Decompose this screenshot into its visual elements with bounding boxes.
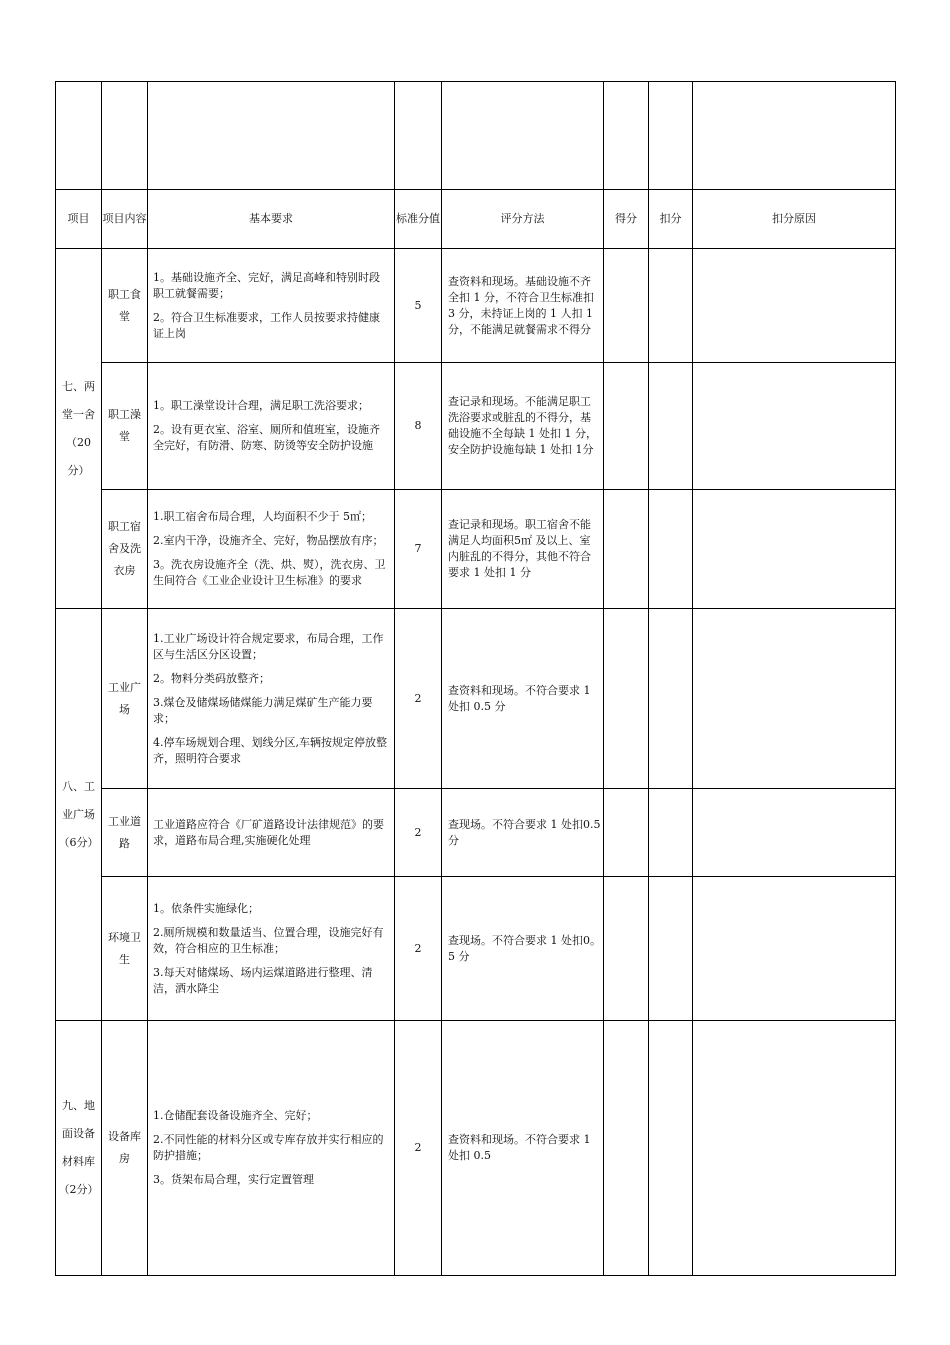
requirement-line: 1.仓储配套设备设施齐全、完好； (153, 1109, 318, 1122)
reason-cell[interactable] (693, 249, 896, 363)
reason-cell[interactable] (693, 877, 896, 1021)
score-cell[interactable] (604, 609, 649, 789)
section-title: 九、地面设备材料库（2分） (56, 1021, 102, 1276)
row-requirements (148, 490, 395, 609)
deduct-cell[interactable] (649, 877, 693, 1021)
requirement-line: 2.不同性能的材料分区或专库存放并实行相应的防护措施； (153, 1133, 384, 1162)
row-requirements (148, 609, 395, 789)
row-method: 查记录和现场。不能满足职工洗浴要求或脏乱的不得分，基础设施不全每缺 1 处扣 1 分，安全防护设施每缺 1 处扣 1分 (442, 363, 604, 490)
table-row (56, 609, 896, 789)
reason-cell[interactable] (693, 363, 896, 490)
reason-cell[interactable] (693, 609, 896, 789)
row-method: 查现场。不符合要求 1 处扣0.5 分 (442, 789, 604, 877)
row-method: 查资料和现场。不符合要求 1处扣 0.5 分 (442, 609, 604, 789)
row-requirements (148, 363, 395, 490)
row-method: 查资料和现场。不符合要求 1处扣 0.5 (442, 1021, 604, 1276)
table-row (56, 363, 896, 490)
row-standard: 2 (395, 1021, 442, 1276)
row-content: 环境卫生 (102, 877, 148, 1021)
header-method: 评分方法 (442, 190, 604, 249)
row-standard: 8 (395, 363, 442, 490)
row-content: 工业道路 (102, 789, 148, 877)
requirement-line: 2。符合卫生标准要求，工作人员按要求持健康证上岗 (153, 310, 380, 340)
blank-cell (395, 82, 442, 190)
table-row (56, 877, 896, 1021)
deduct-cell[interactable] (649, 1021, 693, 1276)
requirement-line: 2。设有更衣室、浴室、厕所和值班室，设施齐全完好，有防滑、防寒、防烫等安全防护设施 (153, 423, 380, 452)
table-row (56, 789, 896, 877)
row-requirements (148, 877, 395, 1021)
blank-cell (442, 82, 604, 190)
table-row (56, 490, 896, 609)
deduct-cell[interactable] (649, 609, 693, 789)
table-row (56, 1021, 896, 1276)
row-content: 职工宿舍及洗衣房 (102, 490, 148, 609)
reason-cell[interactable] (693, 1021, 896, 1276)
blank-cell (102, 82, 148, 190)
row-standard: 2 (395, 789, 442, 877)
row-standard: 2 (395, 609, 442, 789)
requirement-line: 1。基础设施齐全、完好，满足高峰和特别时段职工就餐需要； (153, 270, 380, 300)
blank-cell (604, 82, 649, 190)
row-content: 工业广场 (102, 609, 148, 789)
requirement-line: 工业道路应符合《厂矿道路设计法律规范》的要求，道路布局合理,实施硬化处理 (153, 817, 384, 847)
header-content: 项目内容 (102, 190, 148, 249)
header-score: 得分 (604, 190, 649, 249)
header-deduct: 扣分 (649, 190, 693, 249)
row-content: 职工澡堂 (102, 363, 148, 490)
scoring-table (55, 81, 896, 1276)
blank-cell (649, 82, 693, 190)
row-method: 查记录和现场。职工宿舍不能满足人均面积5㎡ 及以上、室内脏乱的不得分，其他不符合要求 1 处扣 1 分 (442, 490, 604, 609)
row-requirements (148, 249, 395, 363)
score-cell[interactable] (604, 789, 649, 877)
score-cell[interactable] (604, 1021, 649, 1276)
row-standard: 2 (395, 877, 442, 1021)
requirement-line: 1.职工宿舍布局合理，人均面积不少于 5㎡； (153, 510, 372, 523)
row-requirements (148, 1021, 395, 1276)
requirement-line: 3.煤仓及储煤场储煤能力满足煤矿生产能力要求； (153, 695, 373, 725)
score-cell[interactable] (604, 363, 649, 490)
deduct-cell[interactable] (649, 490, 693, 609)
requirement-line: 2.室内干净，设施齐全、完好，物品摆放有序； (153, 534, 384, 547)
row-method: 查现场。不符合要求 1 处扣0。5 分 (442, 877, 604, 1021)
header-item: 项目 (56, 190, 102, 249)
score-cell[interactable] (604, 877, 649, 1021)
requirement-line: 2。物料分类码放整齐； (153, 671, 270, 685)
row-standard: 7 (395, 490, 442, 609)
blank-cell (148, 82, 395, 190)
header-row (56, 190, 896, 249)
requirement-line: 4.停车场规划合理、划线分区,车辆按规定停放整齐，照明符合要求 (153, 735, 387, 765)
row-method: 查资料和现场。基础设施不齐全扣 1 分，不符合卫生标准扣 3 分，未持证上岗的 1 人扣 1分，不能满足就餐需求不得分 (442, 249, 604, 363)
deduct-cell[interactable] (649, 249, 693, 363)
score-cell[interactable] (604, 249, 649, 363)
requirement-line: 1。依条件实施绿化； (153, 901, 259, 915)
reason-cell[interactable] (693, 789, 896, 877)
requirement-line: 1。职工澡堂设计合理，满足职工洗浴要求； (153, 399, 369, 412)
deduct-cell[interactable] (649, 789, 693, 877)
row-requirements (148, 789, 395, 877)
row-standard: 5 (395, 249, 442, 363)
requirement-line: 1.工业广场设计符合规定要求，布局合理，工作区与生活区分区设置； (153, 631, 384, 661)
row-content: 职工食堂 (102, 249, 148, 363)
score-cell[interactable] (604, 490, 649, 609)
blank-cell (693, 82, 896, 190)
reason-cell[interactable] (693, 490, 896, 609)
requirement-line: 2.厕所规模和数量适当、位置合理，设施完好有效，符合相应的卫生标准； (153, 925, 384, 955)
requirement-line: 3。洗衣房设施齐全（洗、烘、熨），洗衣房、卫生间符合《工业企业设计卫生标准》的要求 (153, 558, 386, 587)
header-reason: 扣分原因 (693, 190, 896, 249)
row-content: 设备库房 (102, 1021, 148, 1276)
requirement-line: 3.每天对储煤场、场内运煤道路进行整理、清洁，洒水降尘 (153, 965, 373, 995)
blank-row (56, 82, 896, 190)
table-row (56, 249, 896, 363)
blank-cell (56, 82, 102, 190)
deduct-cell[interactable] (649, 363, 693, 490)
header-standard: 标准分值 (395, 190, 442, 249)
requirement-line: 3。货架布局合理，实行定置管理 (153, 1173, 314, 1186)
section-title: 七、两堂一舍（20分） (56, 249, 102, 609)
section-title: 八、工业广场（6分） (56, 609, 102, 1021)
header-requirement: 基本要求 (148, 190, 395, 249)
